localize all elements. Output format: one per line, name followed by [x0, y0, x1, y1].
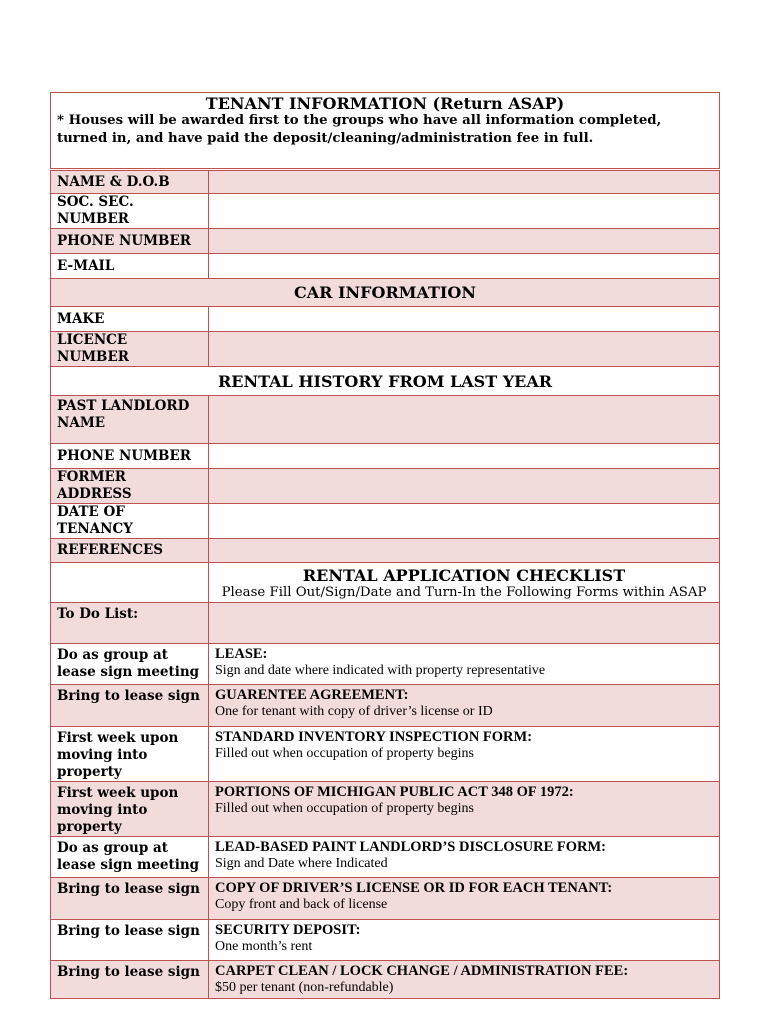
checklist-detail: Sign and Date where Indicated [215, 856, 388, 871]
row-label-past-landlord: PAST LANDLORD NAME [51, 396, 209, 444]
row-label-name-dob: NAME & D.O.B [51, 170, 209, 194]
checklist-item [209, 920, 720, 961]
checklist-detail: One for tenant with copy of driver’s license or ID [215, 704, 493, 719]
field-ssn[interactable] [209, 194, 720, 229]
field-references[interactable] [209, 539, 720, 563]
checklist-form: SECURITY DEPOSIT: [215, 922, 361, 938]
tenant-info-header-cell [51, 93, 720, 170]
row-label-landlord-phone: PHONE NUMBER [51, 444, 209, 469]
checklist-when: Bring to lease sign [51, 878, 209, 920]
checklist-when: Bring to lease sign [51, 920, 209, 961]
checklist-when: Do as group at lease sign meeting [51, 837, 209, 878]
checklist-detail: $50 per tenant (non-refundable) [215, 980, 394, 995]
checklist-form: LEASE: [215, 646, 268, 662]
form-table [50, 92, 720, 999]
checklist-detail: One month’s rent [215, 939, 313, 954]
checklist-item [209, 878, 720, 920]
checklist-header-blank [51, 563, 209, 603]
checklist-detail: Filled out when occupation of property begins [215, 746, 474, 761]
checklist-when: Bring to lease sign [51, 685, 209, 727]
field-email[interactable] [209, 254, 720, 279]
checklist-when: First week upon moving into property [51, 727, 209, 782]
checklist-item [209, 837, 720, 878]
tenant-form [50, 92, 720, 999]
tenant-info-title: TENANT INFORMATION (Return ASAP) [205, 94, 565, 113]
field-licence[interactable] [209, 332, 720, 367]
checklist-detail: Filled out when occupation of property begins [215, 801, 474, 816]
checklist-item [209, 961, 720, 999]
row-label-references: REFERENCES [51, 539, 209, 563]
todo-list-field [209, 603, 720, 644]
field-phone[interactable] [209, 229, 720, 254]
checklist-form: LEAD-BASED PAINT LANDLORD’S DISCLOSURE FORM: [215, 839, 607, 855]
checklist-form: GUARENTEE AGREEMENT: [215, 687, 409, 703]
checklist-item [209, 685, 720, 727]
checklist-item [209, 727, 720, 782]
car-info-title: CAR INFORMATION [51, 279, 720, 307]
checklist-form: STANDARD INVENTORY INSPECTION FORM: [215, 729, 533, 745]
row-label-make: MAKE [51, 307, 209, 332]
checklist-subtitle: Please Fill Out/Sign/Date and Turn-In the Following Forms within ASAP [221, 584, 707, 600]
checklist-item [209, 782, 720, 837]
checklist-item [209, 644, 720, 685]
checklist-detail: Sign and date where indicated with property representative [215, 663, 546, 678]
field-make[interactable] [209, 307, 720, 332]
row-label-date-of-tenancy: DATE OF TENANCY [51, 504, 209, 539]
checklist-when: Do as group at lease sign meeting [51, 644, 209, 685]
field-landlord-phone[interactable] [209, 444, 720, 469]
row-label-phone: PHONE NUMBER [51, 229, 209, 254]
row-label-licence: LICENCE NUMBER [51, 332, 209, 367]
tenant-info-note: * Houses will be awarded first to the groups who have all information completed, turned in, and have paid the deposit/cleaning/administration fee in full. [57, 113, 662, 146]
field-former-address[interactable] [209, 469, 720, 504]
checklist-form: CARPET CLEAN / LOCK CHANGE / ADMINISTRATION FEE: [215, 963, 629, 979]
checklist-form: PORTIONS OF MICHIGAN PUBLIC ACT 348 OF 1972: [215, 784, 574, 800]
field-date-of-tenancy[interactable] [209, 504, 720, 539]
row-label-email: E-MAIL [51, 254, 209, 279]
checklist-when: First week upon moving into property [51, 782, 209, 837]
checklist-form: COPY OF DRIVER’S LICENSE OR ID FOR EACH TENANT: [215, 880, 613, 896]
todo-list-label: To Do List: [51, 603, 209, 644]
field-past-landlord[interactable] [209, 396, 720, 444]
checklist-header [209, 563, 720, 603]
checklist-when: Bring to lease sign [51, 961, 209, 999]
rental-history-title: RENTAL HISTORY FROM LAST YEAR [51, 367, 720, 396]
row-label-former-address: FORMER ADDRESS [51, 469, 209, 504]
field-name-dob[interactable] [209, 170, 720, 194]
checklist-detail: Copy front and back of license [215, 897, 388, 912]
checklist-title: RENTAL APPLICATION CHECKLIST [302, 565, 626, 585]
row-label-ssn: SOC. SEC. NUMBER [51, 194, 209, 229]
